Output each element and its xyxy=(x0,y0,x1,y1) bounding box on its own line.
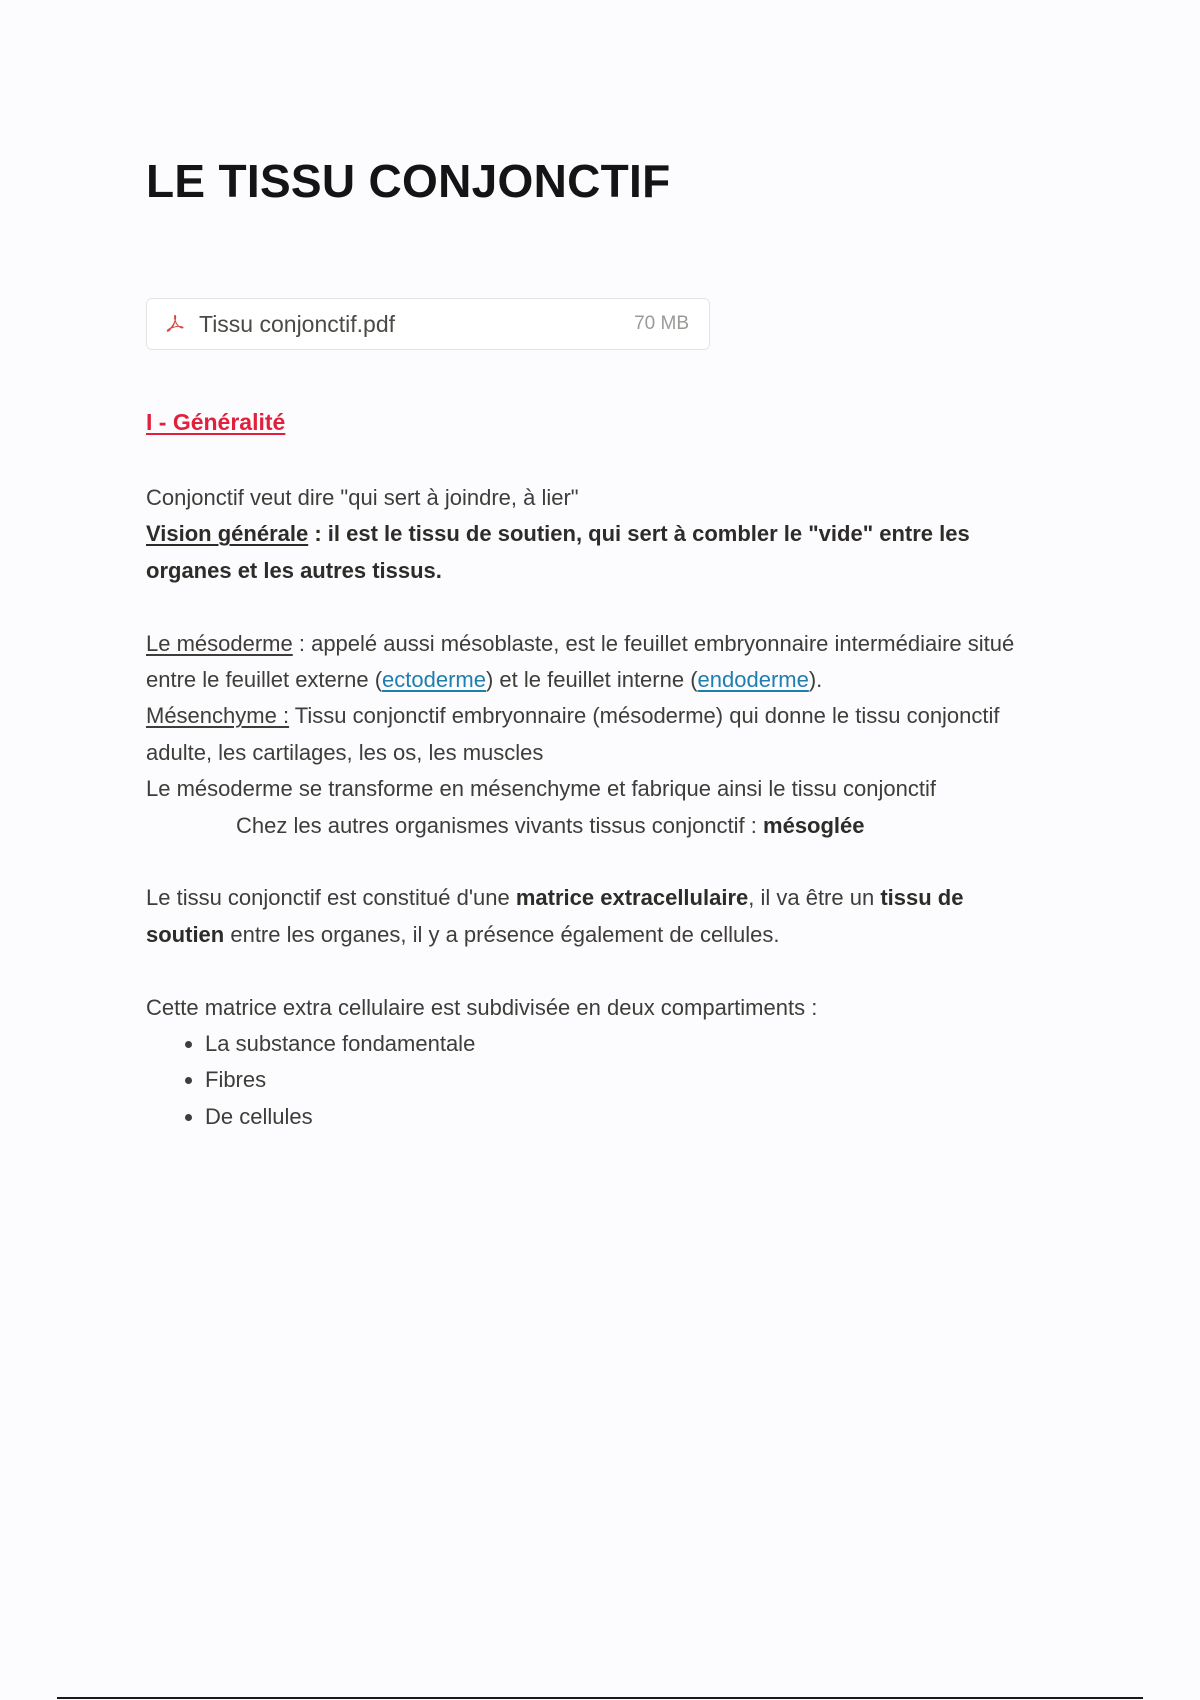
matrix-text-1: Le tissu conjonctif est constitué d'une xyxy=(146,885,516,911)
section-heading-generalite: I - Généralité xyxy=(146,409,286,435)
matrix-paragraph xyxy=(146,880,1046,953)
page-title: LE TISSU CONJONCTIF xyxy=(146,155,671,207)
matrix-term-2: tissu de soutien xyxy=(146,885,964,947)
mesoderme-text-1: : appelé aussi mésoblaste, est le feuillet embryonnaire intermédiaire situé entre le feuillet externe ( xyxy=(146,630,1015,693)
list-item: • De cellules xyxy=(205,1099,1046,1135)
mesoderme-text-3: ). xyxy=(808,667,823,693)
pdf-attachment[interactable] xyxy=(146,298,710,350)
list-item: • Fibres xyxy=(205,1062,1046,1098)
compartments-paragraph: Cette matrice extra cellulaire est subdivisée en deux compartiments : xyxy=(146,994,818,1020)
pdf-filename: Tissu conjonctif.pdf xyxy=(199,310,396,337)
mesenchyme-label: Mésenchyme : xyxy=(146,703,290,729)
mesoderme-paragraph xyxy=(146,626,1046,699)
matrix-text-3: entre les organes, il y a présence également de cellules. xyxy=(224,921,780,947)
matrix-text-2: , il va être un xyxy=(748,885,881,911)
endoderme-link[interactable]: endoderme xyxy=(697,667,809,693)
compartments-list xyxy=(146,1026,1046,1135)
list-item: • La substance fondamentale xyxy=(205,1026,1046,1062)
section-body xyxy=(146,480,1046,1135)
ectoderme-link[interactable]: ectoderme xyxy=(382,667,486,693)
vision-paragraph xyxy=(146,516,1046,589)
mesoderme-label: Le mésoderme xyxy=(146,630,293,656)
mesoglee-text: Chez les autres organismes vivants tissus conjonctif : xyxy=(236,812,764,838)
mesenchyme-paragraph xyxy=(146,698,1046,771)
matrix-term-1: matrice extracellulaire xyxy=(515,885,749,911)
mesenchyme-text: Tissu conjonctif embryonnaire (mésoderme) qui donne le tissu conjonctif adulte, les cartilages, les os, les muscles xyxy=(146,703,1000,765)
definition-paragraph: Conjonctif veut dire "qui sert à joindre, à lier" xyxy=(146,485,579,510)
bottom-divider xyxy=(57,1697,1143,1699)
vision-text: : il est le tissu de soutien, qui sert à combler le "vide" entre les organes et les autres tissus. xyxy=(146,521,970,583)
mesoglee-term: mésoglée xyxy=(763,812,865,838)
page-content xyxy=(146,150,1046,1129)
pdf-icon xyxy=(163,312,187,336)
mesoderme-text-2: ) et le feuillet interne ( xyxy=(485,667,698,693)
pdf-filesize: 70 MB xyxy=(634,313,689,334)
vision-label: Vision générale xyxy=(146,521,309,547)
mesoglee-paragraph xyxy=(146,808,1046,844)
transform-paragraph: Le mésoderme se transforme en mésenchyme et fabrique ainsi le tissu conjonctif xyxy=(146,776,936,802)
